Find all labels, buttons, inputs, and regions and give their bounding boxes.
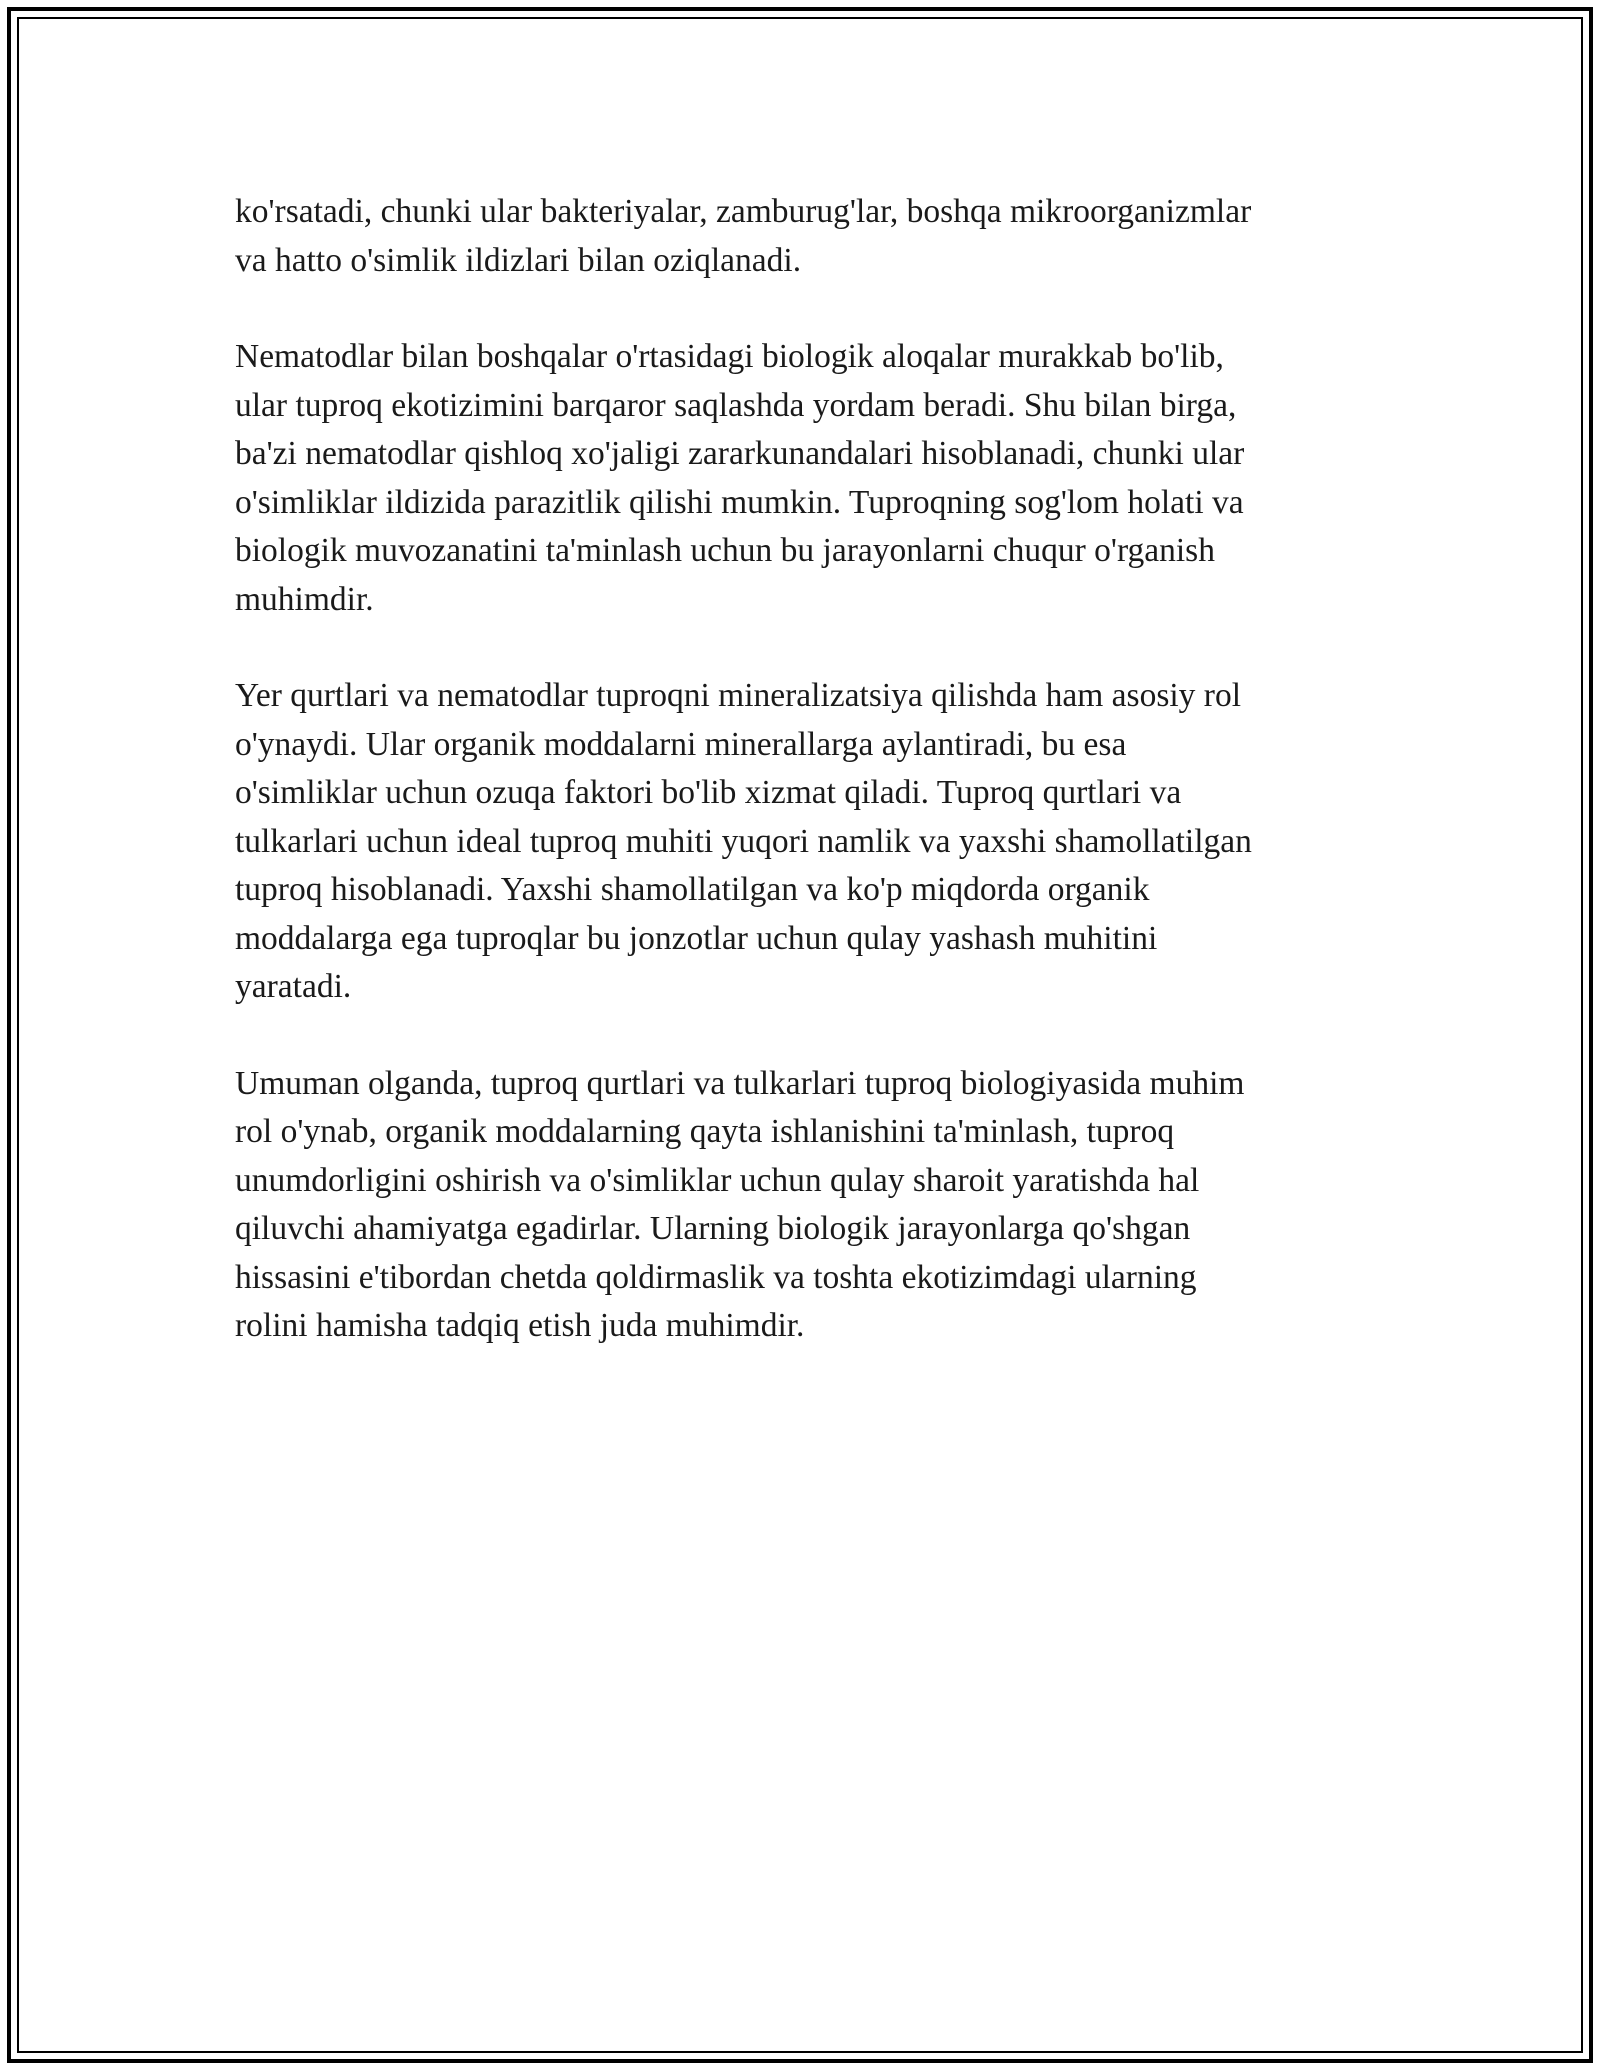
paragraph-4	[235, 1060, 1365, 1351]
text-line: qiluvchi ahamiyatga egadirlar. Ularning biologik jarayonlarga qo'shgan	[235, 1210, 1191, 1247]
text-line: rolini hamisha tadqiq etish juda muhimdir.	[235, 1307, 805, 1344]
text-line: tulkarlari uchun ideal tuproq muhiti yuqori namlik va yaxshi shamollatilgan	[235, 822, 1252, 860]
text-line: Umuman olganda, tuproq qurtlari va tulkarlari tuproq biologiyasida muhim	[235, 1064, 1245, 1102]
text-line: unumdorligini oshirish va o'simliklar uchun qulay sharoit yaratishda hal	[235, 1161, 1200, 1199]
text-line: biologik muvozanatini ta'minlash uchun bu jarayonlarni chuqur o'rganish	[235, 532, 1215, 569]
text-line: o'ynaydi. Ular organik moddalarni minerallarga aylantiradi, bu esa	[235, 725, 1127, 763]
text-line: moddalarga ega tuproqlar bu jonzotlar uchun qulay yashash muhitini	[235, 919, 1158, 957]
text-line: tuproq hisoblanadi. Yaxshi shamollatilgan va ko'p miqdorda organik	[235, 871, 1150, 908]
paragraph-3	[235, 672, 1365, 1012]
text-line: yaratadi.	[235, 968, 352, 1005]
text-line: hissasini e'tibordan chetda qoldirmaslik va toshta ekotizimdagi ularning	[235, 1258, 1197, 1296]
text-line: va hatto o'simlik ildizlari bilan oziqlanadi.	[235, 241, 802, 279]
text-line: Yer qurtlari va nematodlar tuproqni mineralizatsiya qilishda ham asosiy rol	[235, 677, 1242, 714]
document-body	[235, 188, 1365, 1399]
text-line: ba'zi nematodlar qishloq xo'jaligi zararkunandalari hisoblanadi, chunki ular	[235, 435, 1245, 472]
text-line: ular tuproq ekotizimini barqaror saqlashda yordam beradi. Shu bilan birga,	[235, 386, 1237, 424]
text-line: Nematodlar bilan boshqalar o'rtasidagi biologik aloqalar murakkab bo'lib,	[235, 338, 1224, 375]
paragraph-1	[235, 188, 1365, 285]
text-line: o'simliklar uchun ozuqa faktori bo'lib xizmat qiladi. Tuproq qurtlari va	[235, 774, 1182, 811]
paragraph-2	[235, 333, 1365, 624]
text-line: ko'rsatadi, chunki ular bakteriyalar, zamburug'lar, boshqa mikroorganizmlar	[235, 193, 1252, 230]
text-line: muhimdir.	[235, 580, 374, 618]
text-line: o'simliklar ildizida parazitlik qilishi mumkin. Tuproqning sog'lom holati va	[235, 483, 1244, 521]
text-line: rol o'ynab, organik moddalarning qayta ishlanishini ta'minlash, tuproq	[235, 1113, 1175, 1150]
